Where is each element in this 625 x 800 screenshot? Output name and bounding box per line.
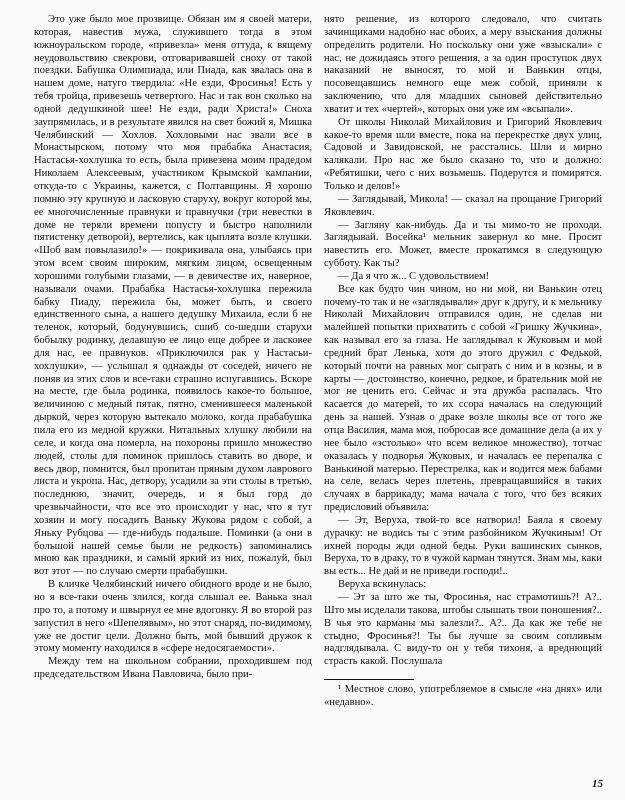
paragraph: — Эт, Веруха, твой-то все натворил! Баяла я своему дурачку: не водись ты с этим разбойником Жучкиным! От ихней породы жди одной беды. Руки вашинских сынков, Веруха, то в драку, то в чужой карман тянутся. Знам мы, каки вы есть... Не дай и не приведи господи!.. [324, 514, 602, 578]
right-column [324, 14, 602, 710]
paragraph: Между тем на школьном собрании, проходившем под председательством Ивана Павловича, было при- [34, 656, 312, 681]
footnote-divider [324, 679, 414, 680]
paragraph: Веруха вскинулась: [338, 579, 427, 591]
paragraph: нято решение, из которого следовало, что считать зачинщиками надобно нас обоих, а меру взыскания должны определить родители. Но поскольку они уже «взыскали» с нас, не дожидаясь этого решения, а за один проступок двух наказаний не выносят, то мой и Ванькин отцы, посовещавшись немного еще меж собой, приняли к заключению, что для младших сыновей действительно хватит и тех «чертей», которых они уже им «всыпали». [324, 14, 602, 115]
paragraph: — Да я что ж... С удовольствием! [338, 270, 490, 282]
paragraph: В кличке Челябинский ничего обидного вроде и не было, но я все-таки очень злился, когда слышал ее. Ванька знал про то, а потому и швырнул ее мне вдогонку. Я во второй раз запустил в него «Шепелявым», но этот снаряд, по-видимому, уже не достиг цели. Должно быть, мой бывший дружок к этому моменту находился в «сфере недосягаемости». [34, 579, 312, 655]
paragraph: От школы Николай Михайлович и Григорий Яковлевич какое-то время шли вместе, пока на перекрестке двух улиц, Садовой и Завидовской, не расстались. Шли и мирно калякали. Про нас же было сказано то, что и должно: «Ребятишки, чего с них возьмешь. Подерутся и помирятся. Только и делов!» [324, 116, 602, 192]
footnote: ¹ Местное слово, употребляемое в смысле «на днях» или «недавно». [324, 684, 602, 708]
paragraph: Все как будто чин чином, но ни мой, ни Ванькин отец почему-то так и не «заглядывали» друг к другу, и к мельнику Николай Михайлович отправился один, не сделав ни малейшей попытки прихватить с собой «Гришку Жучкина», как называл его за глаза. Не заглядывал к Жуковым и мой средний брат Ленька, хотя до этого дружил с Федькой, который почти на равных мог сыграть с ним и в козны, и в карты — достоинство, конечно, редкое, и брательник мой не мог не ценить его. Сейчас и эта дружба распалась. Что касается до матерей, то их ссора началась на следующий день за нашей. Узнав о драке возле школы все от того же отца Василия, мама моя, побросав все домашние дела (а их у нее было «эстолько» что всем великое множество), тотчас оказалась у подворья Жуковых, и началась ее перепалка с Ванькиной матерью. Перестрелка, как и водится меж бабами на селе, велась через плетень, превращавшийся в таких случаях в баррикаду; мама начала с того, что без всяких предисловий объявила: [324, 283, 602, 514]
paragraph: — Загляну как-нибудь. Да и ты мимо-то не проходи. Заглядывай. Восейка¹ мельник завернул ко мне. Просит навестить его. Может, вместе прокатимся в следующую субботу. Как ты? [324, 219, 602, 270]
paragraph: — Заглядывай, Микола! — сказал на прощание Григорий Яковлевич. [324, 193, 602, 218]
paragraph: — Эт за што же ты, Фросинья, нас страмотишь?! А?.. Што мы исделали такова, штобы слышать твои поношения?.. В чья это карманы мы залезли?.. А?.. Да как же тебе не стыдно, Фросинья?! Ты бы лучше за своим сопливым надглядывала. С виду-то он у тебя тихоня, а вреднющий страсть какой. Послушала [324, 591, 602, 668]
left-column [34, 14, 312, 710]
page-number: 15 [592, 778, 603, 790]
text-columns [34, 14, 603, 710]
paragraph: Это уже было мое прозвище. Обязан им я своей матери, которая, навестив мужа, служившего тогда в этом южноуральском городе, «привезла» меня оттуда, к вящему неудовольствию свекрови, отговаривавшей сноху от такой поездки. Бабушка Олимпиада, или Пиада, как звалась она в нашем доме, натуго твердила: «Не езди, Фросинья! Есть у тебя тройца, привезешь четвертого. Нас и так вон сколько на одной дедушкиной шее! Не езди, ради Христа!» Сноха заупрямилась, и в результате явился на свет божий я, Мишка Челябинский — Хохлов. Хохловыми нас звали все в Монастырском, потому что моя прабабка Анастасия, Настасья-хохлушка то есть, была привезена моим прадедом Николаем Алексеевым, участником Крымской кампании, откуда-то с Украины, кажется, с Полтавщины. Я хорошо помню эту крупную и ласковую старуху, вокруг которой мы, ее многочисленные правнуки и правнучки (три невестки в доме не теряли времени попусту и быстро наполнили пятистенку детворой), вертелись, как цыплята возле клушки. «Шоб вам повылазило!» — покрикивала она, улыбаясь при этом всем своим широким, мягким лицом, освещенным хорошими голубыми глазами, — в девичестве их, наверное, называли очами. Прабабка Настасья-хохлушка пережила бабку Пиаду, пережила бы, может быть, и своего единственного сына, а нашего дедушку Михаила, если б не теленок, который, бодунувшись, сшиб со-шедши старухи бобылку родинку, делавшую ее лицо еще добрее и ласковее для нас, ее правнуков. «Приключился рак у Настасьи-хохлушки», — услышал я однажды от соседей, ничего не поняв из этих слов и все-таки страшно испугавшись. Вскоре на месте, где была родинка, появилось какое-то большое, величиною с медный пятак, пятно, сменившееся маленькой дыркой, через которую вытекало молоко, когда прабабушка пила его из медной кружки. Нитальных хлушку любили на селе, и когда она померла, на похороны пришло множество людей, столы для поминок пришлось ставить во дворе, и весь двор, помнится, был пропитан пряным духом лаврового листа и укропа. Нас, детвору, усадили за эти столы в третью, последнюю, значит, очередь, и я был горд до чрезвычайности, что все это происходит у нас, что я тут хозяин и могу посадить Ваньку Жукова рядом с собой, а Яньку Рубцова — где-нибудь подальше. Поминки (а они в большой нашей семье были не редкость) запоминались мною как праздники, и самый яркий из них, пожалуй, был вот этот — по случаю смерти прабабушки. [34, 14, 312, 578]
